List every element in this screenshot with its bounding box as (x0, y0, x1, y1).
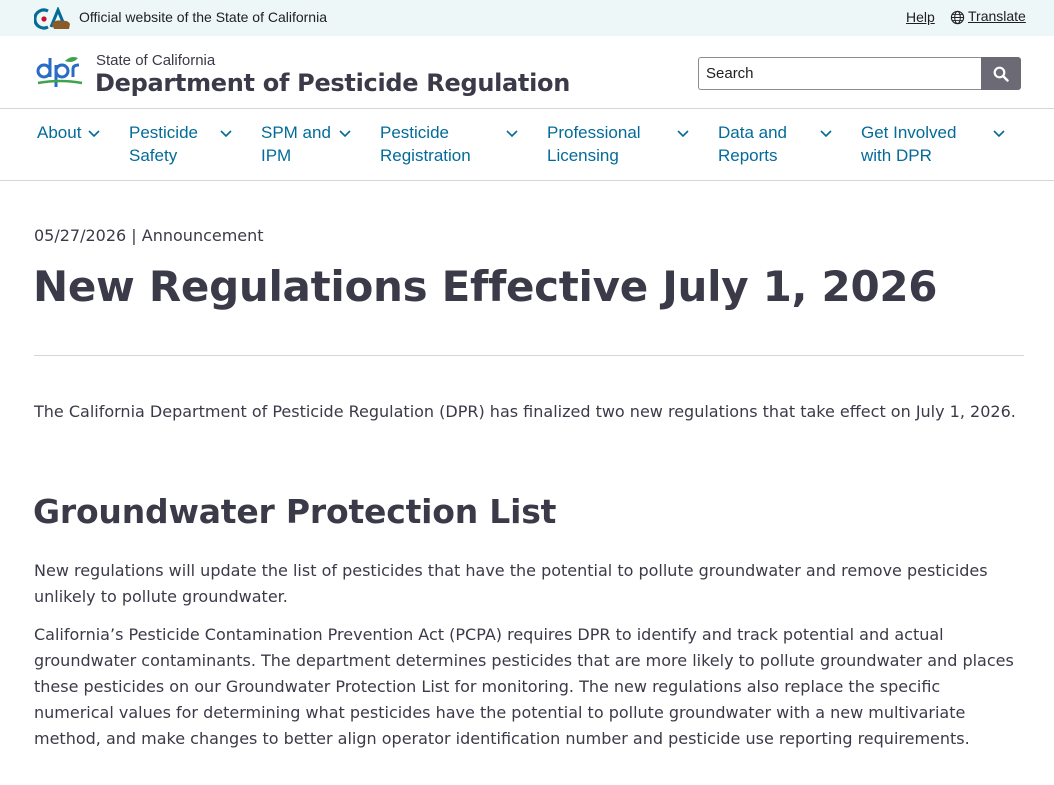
department-name[interactable]: Department of Pesticide Regulation (95, 69, 571, 97)
nav-label: Professional (547, 123, 641, 142)
nav-item-about[interactable] (37, 121, 81, 144)
intro-paragraph: The California Department of Pesticide Regulation (DPR) has finalized two new regulations that take effect on July 1, 2026. (34, 402, 1016, 421)
nav-item-professional-licensing[interactable] (547, 121, 641, 167)
body-paragraph: New regulations will update the list of pesticides that have the potential to pollute groundwater and remove pesticides unlikely to pollute groundwater. (34, 561, 988, 606)
nav-item-get-involved[interactable] (861, 121, 956, 167)
nav-label: IPM (261, 146, 292, 165)
chevron-down-icon[interactable] (676, 129, 690, 139)
ca-logo[interactable] (34, 7, 72, 31)
nav-label: Reports (718, 146, 778, 165)
nav-label: Safety (129, 146, 178, 165)
help-link[interactable]: Help (906, 9, 935, 25)
nav-divider (0, 180, 1054, 181)
article-meta: 05/27/2026 | Announcement (34, 226, 264, 245)
utility-bar (0, 0, 1054, 36)
nav-label: Licensing (547, 146, 619, 165)
nav-item-spm-and-ipm[interactable] (261, 121, 331, 167)
translate-link[interactable]: Translate (968, 8, 1026, 24)
globe-icon (950, 10, 965, 25)
nav-label: with DPR (861, 146, 932, 165)
search-icon (993, 66, 1009, 82)
nav-label: Pesticide (380, 123, 449, 142)
chevron-down-icon[interactable] (505, 129, 519, 139)
header-divider (0, 108, 1054, 109)
chevron-down-icon[interactable] (819, 129, 833, 139)
chevron-down-icon[interactable] (992, 129, 1006, 139)
chevron-down-icon[interactable] (219, 129, 233, 139)
search-button[interactable] (981, 57, 1021, 90)
chevron-down-icon[interactable] (87, 129, 101, 139)
nav-item-data-and-reports[interactable] (718, 121, 787, 167)
search-input[interactable] (698, 57, 982, 90)
title-divider (34, 355, 1024, 356)
body-paragraph: California’s Pesticide Contamination Prevention Act (PCPA) requires DPR to identify and track potential and actual groundwater contaminants. The department determines pesticides that are more likely to pollute groundwater and places these pesticides on our Groundwater Protection List for monitoring. The new regulations also replace the specific numerical values for determining what pesticides have the potential to pollute groundwater with a new multivariate method, and make changes to better align operator identification number and pesticide use reporting requirements. (34, 625, 1014, 748)
nav-label: About (37, 123, 82, 142)
nav-item-pesticide-registration[interactable] (380, 121, 471, 167)
nav-item-pesticide-safety[interactable] (129, 121, 198, 167)
page-title: New Regulations Effective July 1, 2026 (33, 262, 938, 311)
section-heading: Groundwater Protection List (33, 492, 557, 531)
nav-label: Registration (380, 146, 471, 165)
dpr-logo[interactable] (35, 53, 85, 91)
nav-label: Data and (718, 123, 787, 142)
nav-label: Pesticide (129, 123, 198, 142)
nav-label: Get Involved (861, 123, 957, 142)
chevron-down-icon[interactable] (338, 129, 352, 139)
state-name: State of California (96, 52, 216, 69)
nav-label: SPM and (261, 123, 331, 142)
official-website-text: Official website of the State of California (79, 9, 327, 25)
